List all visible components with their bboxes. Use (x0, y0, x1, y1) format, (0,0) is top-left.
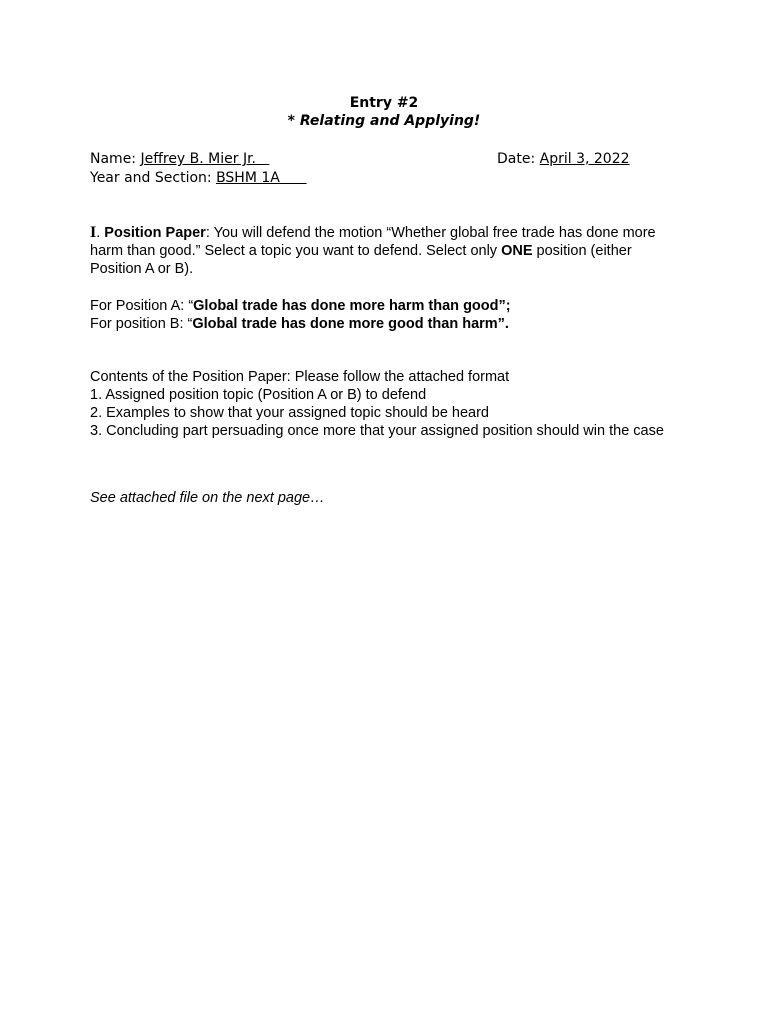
section-numeral: I (90, 224, 97, 241)
contents-item: 3. Concluding part persuading once more that your assigned position should win the case (90, 423, 664, 439)
numeral-separator: . (96, 225, 105, 241)
footer-note: See attached file on the next page… (90, 490, 325, 506)
instructions-text-1: : You will defend the motion “Whether global free trade has done more harm than good.” Select a topic you want to defend. Select only (90, 225, 656, 259)
section-line (90, 169, 307, 187)
title-block (0, 94, 768, 130)
section-label: Year and Section: (90, 170, 217, 186)
position-b-label: For position B: “ (90, 316, 193, 332)
position-a-value: Global trade has done more harm than good”; (193, 298, 511, 314)
entry-title: Entry #2 (349, 95, 419, 111)
position-paper-instructions (90, 224, 670, 278)
name-label: Name: (90, 151, 141, 167)
name-line (90, 150, 269, 168)
contents-intro: Contents of the Position Paper: Please follow the attached format (90, 369, 510, 385)
emphasis-one: ONE (501, 243, 533, 259)
position-b-line (90, 315, 680, 333)
section-value: BSHM 1A (216, 170, 307, 186)
name-value: Jeffrey B. Mier Jr. (140, 151, 270, 167)
entry-subtitle: * Relating and Applying! (287, 113, 481, 129)
date-line (497, 150, 630, 168)
date-value: April 3, 2022 (539, 151, 630, 167)
contents-block (90, 368, 670, 440)
instructions-text-2: position (either Position A or B). (90, 243, 632, 277)
contents-item: 2. Examples to show that your assigned topic should be heard (90, 405, 489, 421)
section-heading: Position Paper (104, 225, 206, 241)
position-a-label: For Position A: “ (90, 298, 194, 314)
date-label: Date: (497, 151, 540, 167)
position-b-value: Global trade has done more good than harm”. (192, 316, 509, 332)
contents-item: 1. Assigned position topic (Position A or B) to defend (90, 387, 427, 403)
position-a-line (90, 297, 680, 315)
